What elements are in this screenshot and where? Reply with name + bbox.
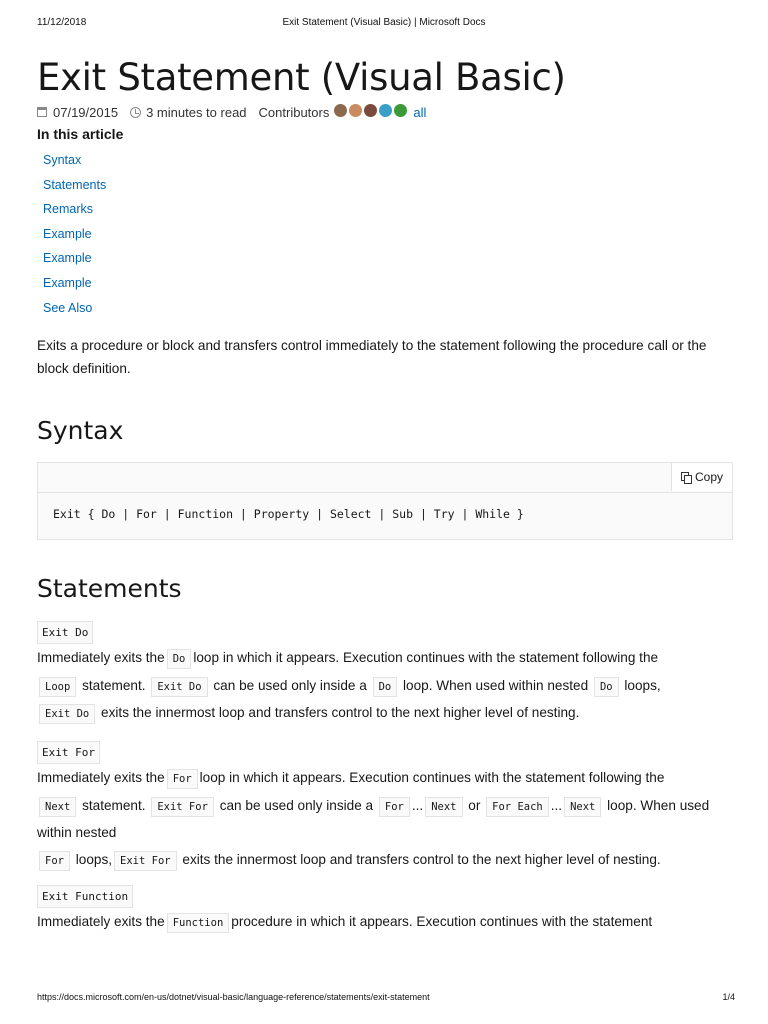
inline-code: Next [425, 797, 462, 817]
contributor-avatars [334, 104, 409, 120]
inline-code: Do [594, 677, 619, 697]
read-time: 3 minutes to read [146, 104, 247, 120]
exit-do-label: Exit Do [37, 621, 93, 644]
text: ... [411, 797, 424, 813]
inline-code: Exit Do [39, 704, 95, 724]
contributor-avatar[interactable] [394, 104, 407, 117]
article [37, 56, 733, 929]
text: exits the innermost loop and transfers control to the next higher level of nesting. [182, 851, 661, 867]
text: can be used only inside a [219, 797, 374, 813]
inline-code: Exit Do [151, 677, 207, 697]
inline-code: For Each [486, 797, 549, 817]
inline-code: Exit For [114, 851, 177, 871]
contributor-avatar[interactable] [364, 104, 377, 117]
text: or [468, 797, 481, 813]
inline-code: Do [167, 649, 192, 669]
contributor-avatar[interactable] [334, 104, 347, 117]
page-title: Exit Statement (Visual Basic) [37, 56, 566, 99]
exit-for-label: Exit For [37, 741, 100, 764]
print-url: https://docs.microsoft.com/en-us/dotnet/visual-basic/language-reference/statements/exit-statement [37, 992, 430, 1002]
exit-do-description [37, 645, 733, 728]
inline-code: Do [373, 677, 398, 697]
toc-item-example[interactable]: Example [43, 251, 92, 266]
text: loops, [75, 851, 113, 867]
toc-item-example[interactable]: Example [43, 275, 92, 290]
print-footer [0, 992, 768, 1006]
exit-for-description [37, 765, 733, 874]
toc-item-statements[interactable]: Statements [43, 177, 107, 192]
toc-item-see-also[interactable]: See Also [43, 300, 93, 315]
intro-text: Exits a procedure or block and transfers control immediately to the statement following the procedure call or the block definition. [37, 338, 707, 377]
inline-code: For [379, 797, 410, 817]
text: ... [550, 797, 563, 813]
inline-code: Next [564, 797, 601, 817]
contributor-avatar[interactable] [379, 104, 392, 117]
syntax-code-block [37, 462, 733, 540]
text: loop in which it appears. Execution continues with the statement following the [199, 770, 665, 785]
text: Immediately exits the [37, 914, 165, 929]
text: loop. When used within nested [403, 677, 589, 693]
inline-code: Loop [39, 677, 76, 697]
contributors-label: Contributors [258, 104, 330, 120]
toc-item-remarks[interactable]: Remarks [43, 202, 94, 217]
copy-button[interactable] [671, 463, 732, 491]
contributor-avatar[interactable] [349, 104, 362, 117]
inline-code: For [167, 769, 198, 789]
print-header [0, 17, 768, 31]
clock-icon [130, 107, 141, 118]
inline-code: Exit For [151, 797, 214, 817]
text: Immediately exits the [37, 770, 165, 785]
text: Immediately exits the [37, 650, 165, 665]
statements-heading: Statements [37, 574, 182, 603]
text: exits the innermost loop and transfers control to the next higher level of nesting. [101, 705, 580, 720]
text: statement. [82, 797, 146, 813]
exit-function-label: Exit Function [37, 885, 133, 908]
print-title: Exit Statement (Visual Basic) | Microsoft Docs [282, 17, 486, 28]
article-meta [37, 102, 733, 122]
code-toolbar [38, 463, 732, 493]
text: can be used only inside a [213, 677, 367, 693]
calendar-icon [37, 107, 47, 117]
inline-code: Next [39, 797, 76, 817]
text: loops, [624, 677, 661, 693]
syntax-code: Exit { Do | For | Function | Property | Select | Sub | Try | While } [53, 507, 524, 521]
text: loop in which it appears. Execution continues with the statement following the [193, 650, 659, 665]
toc-item-syntax[interactable]: Syntax [43, 153, 82, 167]
text: statement. [82, 677, 146, 693]
syntax-heading: Syntax [37, 416, 124, 445]
text: loop. When used within nested [37, 797, 710, 840]
toc-item-example[interactable]: Example [43, 226, 92, 241]
exit-function-description [37, 909, 733, 937]
text: procedure in which it appears. Execution continues with the statement [231, 914, 653, 929]
copy-icon [681, 472, 691, 483]
toc-list [37, 148, 733, 320]
page-number: 1/4 [722, 992, 735, 1002]
toc-heading: In this article [37, 126, 124, 142]
all-contributors-link[interactable]: all [413, 104, 427, 120]
copy-label: Copy [694, 470, 723, 484]
inline-code: For [39, 851, 70, 871]
print-date: 11/12/2018 [37, 17, 87, 28]
article-date: 07/19/2015 [53, 104, 119, 120]
inline-code: Function [167, 913, 230, 933]
